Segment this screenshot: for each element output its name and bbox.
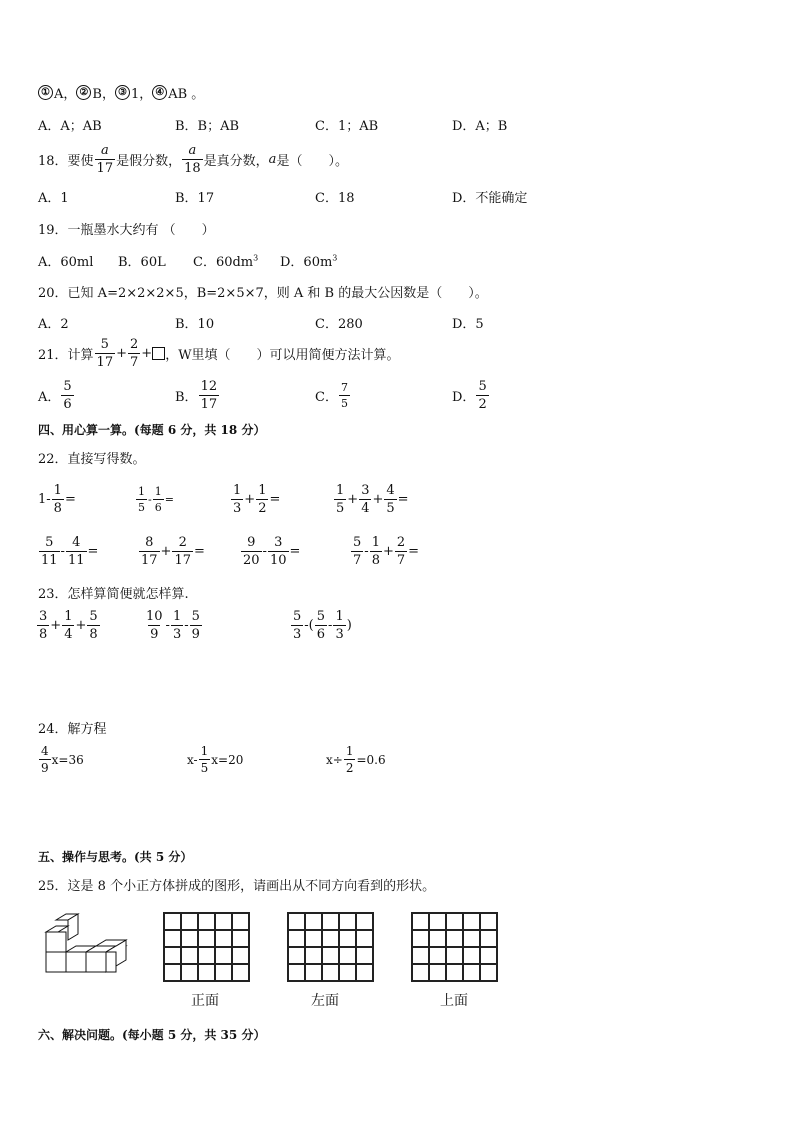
- q22-expr-6: $\frac{8}{17}$ + $\frac{2}{17}$ =: [141, 535, 205, 568]
- q17-option-b[interactable]: B．B；AB: [175, 119, 240, 134]
- fraction: $\frac{a}{18}$: [184, 143, 201, 176]
- fraction: $\frac{7}{5}$: [340, 381, 348, 410]
- fraction: $\frac{5}{8}$: [89, 609, 98, 642]
- fraction: $\frac{1}{3}$: [233, 483, 242, 516]
- q20-stem: 20．已知 A=2×2×2×5，B=2×5×7，则 A 和 B 的最大公因数是（ ）。: [38, 286, 488, 301]
- q18-option-b[interactable]: B．17: [175, 191, 215, 206]
- q21-option-a[interactable]: A． $\frac{5}{6}$: [38, 379, 72, 412]
- fraction: $\frac{1}{4}$: [64, 609, 73, 642]
- fraction: $\frac{1}{3}$: [335, 609, 344, 642]
- circled-number: ②: [76, 85, 91, 100]
- q23-expr-2: $\frac{10}{9}$ - $\frac{1}{3}$ - $\frac{5}{9}$: [146, 609, 200, 642]
- fraction: $\frac{5}{11}$: [41, 535, 58, 568]
- fraction: $\frac{10}{9}$: [146, 609, 163, 642]
- q18-option-c[interactable]: C．18: [315, 191, 355, 206]
- fraction: $\frac{2}{7}$: [396, 535, 406, 568]
- fraction: $\frac{5}{6}$: [316, 609, 326, 642]
- q22-expr-4: $\frac{1}{5}$ + $\frac{3}{4}$ + $\frac{4}{5}$ =: [336, 483, 409, 516]
- fraction: $\frac{5}{2}$: [478, 379, 487, 412]
- q21-option-b[interactable]: B． $\frac{12}{17}$: [175, 379, 218, 412]
- left-view-label: 左面: [311, 993, 339, 1009]
- fraction: $\frac{1}{3}$: [172, 609, 182, 642]
- front-view-label: 正面: [191, 993, 219, 1009]
- front-view-grid[interactable]: [163, 912, 250, 982]
- q25-title: 25．这是 8 个小正方体拼成的图形，请画出从不同方向看到的形状。: [38, 879, 436, 894]
- q17-option-d[interactable]: D．A；B: [452, 119, 508, 134]
- q21-option-c[interactable]: C． $\frac{7}{5}$: [315, 381, 348, 410]
- section-4-heading: 四、用心算一算。(每题 6 分，共 18 分）: [38, 423, 266, 437]
- top-view-label: 上面: [440, 993, 468, 1009]
- circled-number: ④: [152, 85, 167, 100]
- q20-option-c[interactable]: C．280: [315, 317, 363, 332]
- top-view-grid[interactable]: [411, 912, 498, 982]
- q22-expr-8: $\frac{5}{7}$ - $\frac{1}{8}$ + $\frac{2}{7}$ =: [353, 535, 420, 568]
- fraction: $\frac{a}{17}$: [96, 143, 114, 176]
- q22-title: 22．直接写得数。: [38, 452, 146, 467]
- fraction: $\frac{1}{2}$: [345, 744, 354, 775]
- fraction: $\frac{3}{8}$: [39, 609, 48, 642]
- fraction: $\frac{5}{17}$: [96, 337, 114, 370]
- fraction: $\frac{4}{9}$: [41, 744, 49, 775]
- fraction: $\frac{3}{4}$: [361, 483, 370, 516]
- fraction: $\frac{5}{6}$: [63, 379, 72, 412]
- q24-equation-3: x÷ $\frac{1}{2}$ =0.6: [326, 744, 386, 775]
- q17-option-c[interactable]: C．1；AB: [315, 119, 379, 134]
- fraction: $\frac{5}{7}$: [353, 535, 362, 568]
- q20-option-b[interactable]: B．10: [175, 317, 215, 332]
- fraction: $\frac{2}{7}$: [130, 337, 139, 370]
- q19-option-a[interactable]: A．60ml: [38, 255, 94, 270]
- q22-expr-1: 1- $\frac{1}{8}$ =: [38, 483, 76, 516]
- q22-expr-7: $\frac{9}{20}$ - $\frac{3}{10}$ =: [243, 535, 301, 568]
- fraction: $\frac{8}{17}$: [141, 535, 158, 568]
- section-5-heading: 五、操作与思考。(共 5 分）: [38, 850, 193, 864]
- left-view-grid[interactable]: [287, 912, 374, 982]
- q17-stem: ① A， ② B， ③ 1， ④ AB 。: [38, 83, 204, 102]
- fraction: $\frac{4}{11}$: [67, 535, 85, 568]
- fraction: $\frac{1}{2}$: [258, 483, 267, 516]
- q23-expr-3: $\frac{5}{3}$ -( $\frac{5}{6}$ - $\frac{1}{3}$ ): [293, 609, 352, 642]
- q24-title: 24．解方程: [38, 722, 107, 737]
- q18-stem: 18．要使 $\frac{a}{17}$ 是假分数， $\frac{a}{18}$ 是真分数， a 是（ ）。: [38, 143, 348, 176]
- fraction: $\frac{1}{8}$: [371, 535, 380, 568]
- q24-equation-1: $\frac{4}{9}$ x=36: [41, 744, 84, 775]
- fraction: $\frac{4}{5}$: [386, 483, 395, 516]
- q23-title: 23．怎样算简便就怎样算.: [38, 587, 189, 602]
- circled-number: ③: [115, 85, 130, 100]
- q21-stem: 21．计算 $\frac{5}{17}$ + $\frac{2}{7}$ + ，W里填（ ）可以用简便方法计算。: [38, 337, 400, 370]
- fraction: $\frac{1}{6}$: [154, 485, 162, 514]
- q19-option-d[interactable]: D．$60m^3$: [280, 253, 338, 270]
- q21-option-d[interactable]: D． $\frac{5}{2}$: [452, 379, 487, 412]
- fraction: $\frac{1}{5}$: [200, 744, 209, 775]
- q24-equation-2: x- $\frac{1}{5}$ x=20: [187, 744, 244, 775]
- fraction: $\frac{12}{17}$: [200, 379, 218, 412]
- fraction: $\frac{2}{17}$: [174, 535, 191, 568]
- fraction: $\frac{1}{5}$: [138, 485, 145, 514]
- q20-option-a[interactable]: A．2: [38, 317, 69, 332]
- blank-box-icon: [152, 347, 165, 360]
- q20-option-d[interactable]: D．5: [452, 317, 484, 332]
- circled-number: ①: [38, 85, 53, 100]
- q18-option-d[interactable]: D．不能确定: [452, 191, 528, 206]
- q19-stem: 19．一瓶墨水大约有 （ ）: [38, 223, 215, 238]
- q22-expr-3: $\frac{1}{3}$ + $\frac{1}{2}$ =: [233, 483, 281, 516]
- section-6-heading: 六、解决问题。(每小题 5 分，共 35 分）: [38, 1028, 266, 1042]
- q23-expr-1: $\frac{3}{8}$ + $\frac{1}{4}$ + $\frac{5}{8}$: [39, 609, 98, 642]
- q19-option-b[interactable]: B．60L: [118, 255, 166, 270]
- q22-expr-5: $\frac{5}{11}$ - $\frac{4}{11}$ =: [41, 535, 99, 568]
- q18-option-a[interactable]: A．1: [38, 191, 69, 206]
- fraction: $\frac{5}{3}$: [293, 609, 302, 642]
- cube-stack-figure: [40, 912, 128, 976]
- q17-option-a[interactable]: A．A；AB: [38, 119, 102, 134]
- fraction: $\frac{1}{8}$: [53, 483, 62, 516]
- fraction: $\frac{1}{5}$: [336, 483, 345, 516]
- q19-option-c[interactable]: C．$60dm^3$: [193, 253, 259, 270]
- q22-expr-2: $\frac{1}{5}$ - $\frac{1}{6}$ =: [138, 485, 174, 514]
- fraction: $\frac{9}{20}$: [243, 535, 260, 568]
- fraction: $\frac{3}{10}$: [269, 535, 287, 568]
- fraction: $\frac{5}{9}$: [191, 609, 200, 642]
